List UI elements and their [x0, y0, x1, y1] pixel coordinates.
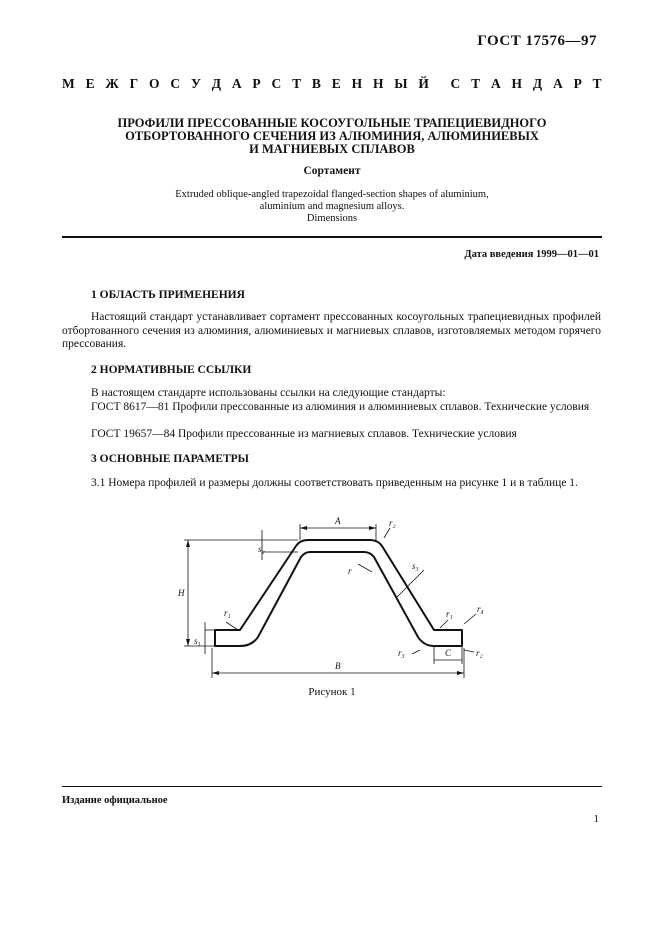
page-number: 1 [593, 813, 599, 825]
english-title-line: aluminium and magnesium alloys. [259, 201, 405, 212]
label-a: A [335, 516, 341, 526]
section-3-heading: 3 ОСНОВНЫЕ ПАРАМЕТРЫ [91, 453, 249, 465]
english-title [62, 189, 602, 225]
title-line: ПРОФИЛИ ПРЕССОВАННЫЕ КОСОУГОЛЬНЫЕ ТРАПЕЦИЕВИДНОГО [117, 116, 547, 130]
interstate-letter: Н [372, 76, 384, 91]
interstate-letter: В [311, 76, 321, 91]
interstate-letter: Т [471, 76, 481, 91]
interstate-letter: Ы [394, 76, 408, 91]
label-r2-top: r₂ [389, 518, 396, 528]
interstate-letter: А [490, 76, 501, 91]
title-line: ОТБОРТОВАННОГО СЕЧЕНИЯ ИЗ АЛЮМИНИЯ, АЛЮМИНИЕВЫХ [125, 129, 539, 143]
interstate-letter: Р [573, 76, 582, 91]
label-s3: s₃ [412, 561, 419, 571]
introduction-date: Дата введения 1999—01—01 [464, 249, 599, 260]
label-r4: r₄ [477, 604, 484, 614]
label-s2: s₂ [258, 544, 265, 554]
footer-divider [62, 786, 602, 787]
label-r: r [348, 566, 352, 576]
section-1-heading: 1 ОБЛАСТЬ ПРИМЕНЕНИЯ [91, 289, 245, 301]
interstate-letter: С [170, 76, 181, 91]
label-r3: r₃ [398, 648, 405, 658]
interstate-letter: Е [85, 76, 95, 91]
dimension-lines [184, 524, 476, 678]
reference-gost-8617: ГОСТ 8617—81 Профили прессованные из алюминия и алюминиевых сплавов. Технические условия [91, 401, 590, 413]
title-line: И МАГНИЕВЫХ СПЛАВОВ [249, 142, 415, 156]
interstate-letter: Й [418, 76, 429, 91]
interstate-letter: С [450, 76, 461, 91]
interstate-letter: Е [331, 76, 341, 91]
interstate-letter: А [231, 76, 242, 91]
interstate-standard-label [62, 76, 602, 92]
official-edition: Издание официальное [62, 795, 168, 806]
interstate-letter: М [62, 76, 75, 91]
document-subtitle: Сортамент [303, 165, 361, 177]
interstate-letter: У [190, 76, 201, 91]
section-1-text: Настоящий стандарт устанавливает сортамент прессованных косоугольных трапециевидных профилей отбортованного сечения из алюминия, алюминиевых и магниевых сплавов, изготовляемых методом горячего прессования. [62, 311, 601, 350]
label-s1: s₁ [194, 636, 201, 646]
gost-code: ГОСТ 17576—97 [477, 33, 597, 49]
interstate-letter: Т [592, 76, 602, 91]
interstate-letter: Д [211, 76, 221, 91]
interstate-letter: О [149, 76, 160, 91]
label-r1-left: r₁ [224, 608, 231, 618]
document-title [62, 117, 602, 156]
interstate-letter: Д [532, 76, 543, 91]
label-c: C [445, 648, 452, 658]
section-2-heading: 2 НОРМАТИВНЫЕ ССЫЛКИ [91, 364, 252, 376]
reference-gost-19657: ГОСТ 19657—84 Профили прессованные из магниевых сплавов. Технические условия [91, 428, 517, 440]
profile-drawing [170, 510, 500, 682]
english-title-line: Dimensions [306, 213, 358, 224]
interstate-letter: Г [129, 76, 139, 91]
interstate-letter: Н [351, 76, 363, 91]
label-r2-bottom: r₂ [476, 648, 483, 658]
label-h: H [178, 588, 185, 598]
interstate-letter: Н [511, 76, 523, 91]
interstate-letter: С [271, 76, 282, 91]
label-b: B [335, 661, 341, 671]
dimension-arrows [186, 526, 464, 675]
section-2-intro: В настоящем стандарте использованы ссылки на следующие стандарты: [91, 387, 446, 399]
profile-outline [215, 540, 462, 646]
interstate-letter: А [553, 76, 563, 91]
interstate-letter: Ж [105, 76, 119, 91]
interstate-letter: Р [252, 76, 261, 91]
figure-caption: Рисунок 1 [308, 686, 356, 698]
section-3-text: 3.1 Номера профилей и размеры должны соответствовать приведенным на рисунке 1 и в таблице 1. [91, 477, 578, 489]
english-title-line: Extruded oblique-angled trapezoidal flanged-section shapes of aluminium, [175, 189, 489, 200]
label-r1-right: r₁ [446, 609, 453, 619]
title-divider [62, 236, 602, 238]
interstate-letter: Т [292, 76, 302, 91]
